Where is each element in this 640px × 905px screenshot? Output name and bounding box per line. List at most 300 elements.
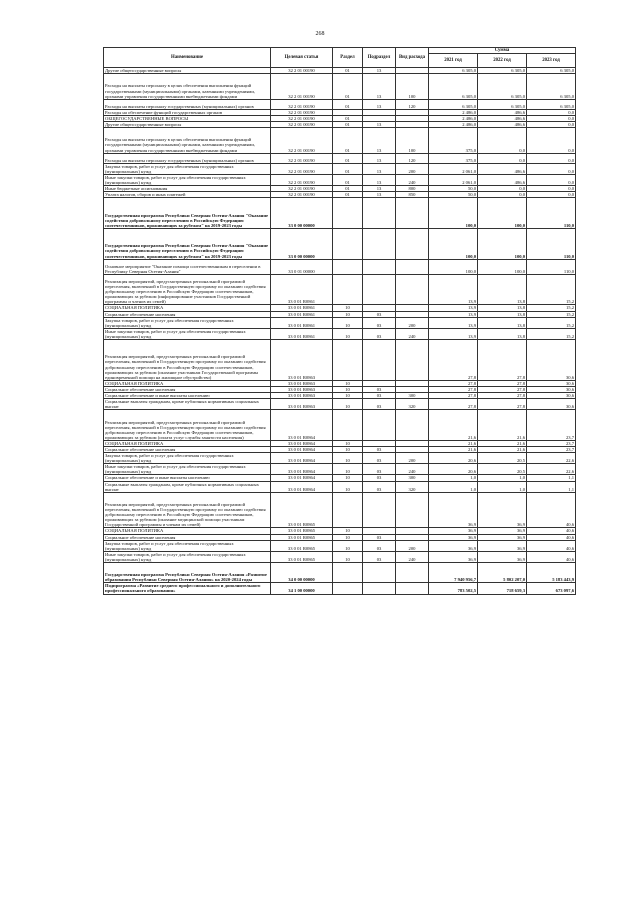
header-target: Целевая статья — [271, 48, 333, 68]
cell-exptype: 300 — [396, 393, 429, 399]
cell-target: 33 0 01 R0864 — [271, 440, 333, 446]
cell-2021: 375,0 — [429, 153, 478, 163]
cell-exptype — [396, 492, 429, 528]
cell-2023: 0,0 — [527, 163, 576, 174]
cell-2023: 30,6 — [527, 340, 576, 381]
cell-name: Закупка товаров, работ и услуг для обеспечения государственных (муниципальных) нужд — [104, 540, 271, 551]
cell-subsection — [363, 563, 396, 583]
cell-section: 01 — [333, 128, 363, 154]
cell-name: Расходы на обеспечение функций государственных органов — [104, 109, 271, 115]
cell-2021: 50,0 — [429, 192, 478, 198]
cell-2021: 2 061,0 — [429, 175, 478, 186]
cell-2023: 40,6 — [527, 551, 576, 562]
cell-name: Государственная программа Республики Северная Осетия-Алания "Оказание содействия добровольному переселению в Российскую Федерацию соотечественников, проживающих за рубежом" на 2019-2023 годы — [104, 198, 271, 229]
cell-target: 33 0 01 R0865 — [271, 534, 333, 540]
cell-2022: 100,0 — [478, 229, 527, 260]
cell-section: 10 — [333, 305, 363, 311]
cell-2023: 40,6 — [527, 540, 576, 551]
cell-section — [333, 229, 363, 260]
cell-2021: 100,0 — [429, 198, 478, 229]
cell-2021: 36,9 — [429, 551, 478, 562]
cell-name: Государственная программа Республики Северная Осетия-Алания "Оказание содействия добровольному переселению в Российскую Федерацию соотечественников, проживающих за рубежом" на 2019-2023 годы — [104, 229, 271, 260]
table-row — [104, 274, 576, 305]
cell-2021: 6 305,0 — [429, 74, 478, 100]
table-row — [104, 481, 576, 492]
cell-subsection: 03 — [363, 311, 396, 317]
cell-exptype: 320 — [396, 481, 429, 492]
cell-exptype: 100 — [396, 128, 429, 154]
cell-subsection — [363, 340, 396, 381]
cell-section — [333, 563, 363, 583]
cell-target: 33 0 01 R0861 — [271, 328, 333, 339]
table-row — [104, 74, 576, 100]
cell-subsection: 13 — [363, 122, 396, 128]
cell-name: Социальное обеспечение населения — [104, 447, 271, 453]
cell-2023: 15,2 — [527, 274, 576, 305]
table-row — [104, 583, 576, 594]
cell-name: Социальные выплаты гражданам, кроме публичных нормативных социальных выплат — [104, 481, 271, 492]
cell-target: 33 0 01 R0863 — [271, 393, 333, 399]
cell-exptype: 200 — [396, 317, 429, 328]
cell-exptype — [396, 198, 429, 229]
cell-target: 33 0 01 R0864 — [271, 481, 333, 492]
cell-2023: 0,0 — [527, 192, 576, 198]
cell-2023: 40,6 — [527, 534, 576, 540]
cell-section: 10 — [333, 453, 363, 464]
cell-2023: 15,2 — [527, 311, 576, 317]
cell-target: 32 2 01 00190 — [271, 109, 333, 115]
cell-section: 10 — [333, 380, 363, 386]
cell-name: Расходы на выплаты персоналу в целях обеспечения выполнения функций государственными (муниципальными) органами, казенными учреждениями, органами управления государственными внебюджетными фондами — [104, 128, 271, 154]
cell-exptype: 240 — [396, 464, 429, 475]
cell-name: Социальные выплаты гражданам, кроме публичных нормативных социальных выплат — [104, 399, 271, 410]
cell-2021: 21,6 — [429, 447, 478, 453]
cell-2022: 27,8 — [478, 340, 527, 381]
cell-2023: 0,0 — [527, 128, 576, 154]
cell-subsection: 13 — [363, 175, 396, 186]
cell-name: Уплата налогов, сборов и иных платежей — [104, 192, 271, 198]
cell-target: 33 0 01 R0863 — [271, 340, 333, 381]
cell-2021: 375,0 — [429, 128, 478, 154]
cell-2023: 22,6 — [527, 464, 576, 475]
cell-2023: 15,2 — [527, 305, 576, 311]
cell-subsection: 03 — [363, 328, 396, 339]
cell-name: Социальное обеспечение и иные выплаты населению — [104, 393, 271, 399]
cell-name: Реализация мероприятий, предусмотренных региональной программой переселения, включенной в Государственную программу по оказанию содействия добровольному переселению в Российскую Федерацию соотечественников, проживающих за рубежом (оплата услуг службы занятости населения) — [104, 410, 271, 441]
cell-target: 33 0 01 R0865 — [271, 551, 333, 562]
cell-name: Государственная программа Республики Северная Осетия-Алания «Развитие образования Республики Северная Осетия-Алания» на 2020-2024 годы — [104, 563, 271, 583]
cell-section — [333, 274, 363, 305]
cell-2021: 2 486,0 — [429, 115, 478, 121]
cell-2023: 0,0 — [527, 153, 576, 163]
table-row — [104, 492, 576, 528]
table-row — [104, 317, 576, 328]
cell-2023: 0,0 — [527, 175, 576, 186]
cell-2023: 0,0 — [527, 115, 576, 121]
cell-section: 01 — [333, 99, 363, 109]
cell-name: СОЦИАЛЬНАЯ ПОЛИТИКА — [104, 528, 271, 534]
cell-2021: 13,9 — [429, 328, 478, 339]
cell-target: 32 2 01 00190 — [271, 99, 333, 109]
cell-2023: 15,2 — [527, 328, 576, 339]
cell-2023: 30,6 — [527, 393, 576, 399]
cell-name: Другие общегосударственные вопросы — [104, 122, 271, 128]
cell-2023: 30,6 — [527, 386, 576, 392]
cell-2023: 23,7 — [527, 410, 576, 441]
cell-2021: 27,8 — [429, 386, 478, 392]
cell-subsection — [363, 410, 396, 441]
table-row — [104, 540, 576, 551]
header-year-2021: 2021 год — [429, 54, 478, 68]
cell-2023: 0,0 — [527, 186, 576, 192]
table-row — [104, 328, 576, 339]
cell-subsection: 13 — [363, 99, 396, 109]
cell-2022: 5 802 207,0 — [478, 563, 527, 583]
cell-target: 33 0 01 R0865 — [271, 528, 333, 534]
cell-2022: 36,9 — [478, 551, 527, 562]
cell-target: 33 0 01 R0864 — [271, 453, 333, 464]
cell-exptype — [396, 583, 429, 594]
cell-subsection: 13 — [363, 186, 396, 192]
cell-target: 34 0 00 00000 — [271, 563, 333, 583]
cell-2022: 27,8 — [478, 386, 527, 392]
cell-2021: 13,9 — [429, 274, 478, 305]
cell-subsection — [363, 229, 396, 260]
cell-target: 33 0 01 R0865 — [271, 540, 333, 551]
cell-2022: 6 305,0 — [478, 99, 527, 109]
cell-section: 10 — [333, 328, 363, 339]
cell-exptype — [396, 340, 429, 381]
cell-2021: 20,6 — [429, 453, 478, 464]
cell-section: 10 — [333, 551, 363, 562]
cell-2022: 27,8 — [478, 380, 527, 386]
table-row — [104, 340, 576, 381]
cell-2023: 40,6 — [527, 528, 576, 534]
cell-name: Закупка товаров, работ и услуг для обеспечения государственных (муниципальных) нужд — [104, 453, 271, 464]
cell-name: Подпрограмма «Развитие среднего профессионального и дополнительного профессионального образования» — [104, 583, 271, 594]
cell-exptype — [396, 563, 429, 583]
cell-target: 33 0 01 R0864 — [271, 447, 333, 453]
cell-exptype — [396, 274, 429, 305]
cell-target: 33 0 01 R0861 — [271, 274, 333, 305]
cell-section: 10 — [333, 534, 363, 540]
cell-subsection: 03 — [363, 475, 396, 481]
cell-2021: 20,6 — [429, 464, 478, 475]
cell-2022: 0,0 — [478, 128, 527, 154]
cell-name: Иные закупки товаров, работ и услуг для обеспечения государственных (муниципальных) нужд — [104, 464, 271, 475]
table-row — [104, 453, 576, 464]
table-row — [104, 175, 576, 186]
cell-name: Другие общегосударственные вопросы — [104, 68, 271, 74]
cell-2023: 40,6 — [527, 492, 576, 528]
cell-2022: 27,8 — [478, 399, 527, 410]
cell-section: 10 — [333, 481, 363, 492]
cell-subsection: 03 — [363, 534, 396, 540]
cell-2023: 6 305,0 — [527, 74, 576, 100]
header-year-2022: 2022 год — [478, 54, 527, 68]
cell-subsection: 03 — [363, 393, 396, 399]
cell-2022: 718 659,3 — [478, 583, 527, 594]
cell-2022: 36,9 — [478, 540, 527, 551]
cell-2023: 5 183 443,9 — [527, 563, 576, 583]
cell-name: СОЦИАЛЬНАЯ ПОЛИТИКА — [104, 440, 271, 446]
cell-subsection: 03 — [363, 447, 396, 453]
cell-section: 10 — [333, 475, 363, 481]
cell-2022: 27,8 — [478, 393, 527, 399]
cell-subsection: 03 — [363, 551, 396, 562]
cell-2023: 23,7 — [527, 447, 576, 453]
cell-2021: 783 502,5 — [429, 583, 478, 594]
cell-subsection — [363, 274, 396, 305]
cell-2022: 100,0 — [478, 198, 527, 229]
cell-2022: 21,6 — [478, 447, 527, 453]
cell-section: 10 — [333, 399, 363, 410]
cell-2023: 0,0 — [527, 109, 576, 115]
cell-target: 32 2 01 00190 — [271, 186, 333, 192]
cell-exptype: 120 — [396, 99, 429, 109]
header-section: Раздел — [333, 48, 363, 68]
table-row — [104, 128, 576, 154]
cell-2022: 13,8 — [478, 305, 527, 311]
header-sum: Сумма — [429, 48, 576, 54]
cell-2021: 36,9 — [429, 534, 478, 540]
cell-section: 10 — [333, 386, 363, 392]
cell-section: 01 — [333, 122, 363, 128]
cell-2022: 13,8 — [478, 274, 527, 305]
cell-name: Социальное обеспечение населения — [104, 311, 271, 317]
cell-2023: 110,0 — [527, 229, 576, 260]
cell-2021: 2 486,0 — [429, 122, 478, 128]
table-row — [104, 198, 576, 229]
cell-subsection: 13 — [363, 192, 396, 198]
cell-2022: 13,8 — [478, 317, 527, 328]
cell-2021: 13,9 — [429, 317, 478, 328]
cell-2022: 13,8 — [478, 328, 527, 339]
cell-name: Закупка товаров, работ и услуг для обеспечения государственных (муниципальных) нужд — [104, 163, 271, 174]
cell-2022: 21,6 — [478, 440, 527, 446]
cell-2021: 2 486,0 — [429, 109, 478, 115]
table-body — [104, 68, 576, 594]
cell-subsection: 03 — [363, 481, 396, 492]
cell-section: 10 — [333, 464, 363, 475]
cell-exptype: 800 — [396, 186, 429, 192]
cell-section: 01 — [333, 186, 363, 192]
cell-2021: 2 061,0 — [429, 163, 478, 174]
cell-section: 10 — [333, 311, 363, 317]
cell-2023: 15,2 — [527, 317, 576, 328]
cell-target: 33 0 01 00000 — [271, 259, 333, 274]
cell-2023: 6 305,0 — [527, 68, 576, 74]
cell-exptype: 100 — [396, 74, 429, 100]
cell-name: СОЦИАЛЬНАЯ ПОЛИТИКА — [104, 305, 271, 311]
cell-target: 32 2 01 00190 — [271, 68, 333, 74]
cell-exptype: 120 — [396, 153, 429, 163]
cell-2022: 1,0 — [478, 481, 527, 492]
cell-target: 32 2 01 00190 — [271, 128, 333, 154]
cell-2021: 100,0 — [429, 229, 478, 260]
cell-2023: 30,6 — [527, 399, 576, 410]
cell-exptype — [396, 229, 429, 260]
cell-2022: 486,6 — [478, 175, 527, 186]
cell-exptype: 850 — [396, 192, 429, 198]
cell-2023: 23,7 — [527, 440, 576, 446]
cell-exptype: 200 — [396, 163, 429, 174]
cell-2023: 110,0 — [527, 198, 576, 229]
cell-subsection: 13 — [363, 153, 396, 163]
cell-2023: 22,6 — [527, 453, 576, 464]
cell-subsection: 03 — [363, 540, 396, 551]
cell-subsection — [363, 583, 396, 594]
cell-2021: 13,9 — [429, 305, 478, 311]
cell-subsection: 03 — [363, 464, 396, 475]
cell-exptype: 320 — [396, 399, 429, 410]
cell-target: 32 2 01 00190 — [271, 175, 333, 186]
cell-2022: 0,0 — [478, 153, 527, 163]
cell-2023: 6 305,0 — [527, 99, 576, 109]
cell-2022: 486,6 — [478, 109, 527, 115]
cell-section: 10 — [333, 317, 363, 328]
cell-subsection: 13 — [363, 74, 396, 100]
cell-section: 01 — [333, 192, 363, 198]
cell-2023: 0,0 — [527, 122, 576, 128]
cell-target: 33 0 01 R0865 — [271, 492, 333, 528]
cell-section: 01 — [333, 74, 363, 100]
cell-section: 10 — [333, 440, 363, 446]
cell-target: 33 0 01 R0861 — [271, 317, 333, 328]
cell-2022: 36,9 — [478, 534, 527, 540]
cell-name: Реализация мероприятий, предусмотренных региональной программой переселения, включенной в Государственную программу по оказанию содействия добровольному переселению в Российскую Федерацию соотечественников, проживающих за рубежом (информирование участников Государственной программы и членов их семей) — [104, 274, 271, 305]
cell-name: Закупка товаров, работ и услуг для обеспечения государственных (муниципальных) нужд — [104, 317, 271, 328]
header-year-2023: 2023 год — [527, 54, 576, 68]
cell-target: 33 0 01 R0863 — [271, 386, 333, 392]
cell-2021: 1,0 — [429, 475, 478, 481]
cell-name: Иные закупки товаров, работ и услуг для обеспечения государственных (муниципальных) нужд — [104, 328, 271, 339]
cell-2021: 21,6 — [429, 440, 478, 446]
cell-name: СОЦИАЛЬНАЯ ПОЛИТИКА — [104, 380, 271, 386]
cell-name: Реализация мероприятий, предусмотренных региональной программой переселения, включенной в Государственную программу по оказанию содействия добровольному переселению в Российскую Федерацию соотечественников, проживающих за рубежом (оказание участникам Государственной программы единовременной помощи на жилищное обустройство) — [104, 340, 271, 381]
cell-name: Социальное обеспечение населения — [104, 534, 271, 540]
cell-2021: 27,8 — [429, 340, 478, 381]
cell-2022: 0,0 — [478, 192, 527, 198]
cell-section: 01 — [333, 175, 363, 186]
cell-target: 33 0 00 00000 — [271, 229, 333, 260]
budget-table — [103, 47, 576, 595]
cell-section: 01 — [333, 68, 363, 74]
cell-section — [333, 410, 363, 441]
cell-target: 33 0 01 R0861 — [271, 305, 333, 311]
cell-2022: 486,6 — [478, 122, 527, 128]
cell-exptype: 300 — [396, 475, 429, 481]
cell-2021: 50,0 — [429, 186, 478, 192]
cell-2022: 36,9 — [478, 528, 527, 534]
cell-2022: 20,5 — [478, 464, 527, 475]
cell-target: 32 2 01 00190 — [271, 163, 333, 174]
cell-2021: 6 305,0 — [429, 99, 478, 109]
cell-section — [333, 583, 363, 594]
table-row — [104, 464, 576, 475]
cell-name: Социальное обеспечение и иные выплаты населению — [104, 475, 271, 481]
cell-target: 33 0 01 R0861 — [271, 311, 333, 317]
cell-2023: 1,1 — [527, 475, 576, 481]
table-row — [104, 399, 576, 410]
table-row — [104, 410, 576, 441]
cell-2023: 1,1 — [527, 481, 576, 492]
cell-target: 33 0 01 R0864 — [271, 475, 333, 481]
cell-section: 10 — [333, 528, 363, 534]
table-row — [104, 163, 576, 174]
cell-2021: 36,9 — [429, 492, 478, 528]
cell-target: 34 1 00 00000 — [271, 583, 333, 594]
cell-2023: 30,6 — [527, 380, 576, 386]
cell-target: 33 0 01 R0864 — [271, 464, 333, 475]
cell-section — [333, 259, 363, 274]
cell-name: Иные закупки товаров, работ и услуг для обеспечения государственных (муниципальных) нужд — [104, 175, 271, 186]
cell-subsection — [363, 259, 396, 274]
table-row — [104, 99, 576, 109]
cell-name: Расходы на выплаты персоналу в целях обеспечения выполнения функций государственными (муниципальными) органами, казенными учреждениями, органами управления государственными внебюджетными фондами — [104, 74, 271, 100]
cell-exptype: 240 — [396, 175, 429, 186]
cell-name: Реализация мероприятий, предусмотренных региональной программой переселения, включенной в Государственную программу по оказанию содействия добровольному переселению в Российскую Федерацию соотечественников, проживающих за рубежом (оказание медицинской помощи участникам Государственной программы и членам их семей) — [104, 492, 271, 528]
table-row — [104, 551, 576, 562]
cell-subsection: 03 — [363, 399, 396, 410]
cell-2022: 20,5 — [478, 453, 527, 464]
cell-section: 01 — [333, 115, 363, 121]
cell-2021: 27,8 — [429, 380, 478, 386]
table-row — [104, 153, 576, 163]
table-row — [104, 259, 576, 274]
cell-section — [333, 198, 363, 229]
cell-target: 33 0 01 R0863 — [271, 380, 333, 386]
cell-subsection: 13 — [363, 128, 396, 154]
cell-subsection — [363, 198, 396, 229]
cell-2022: 6 305,0 — [478, 68, 527, 74]
cell-2022: 36,9 — [478, 492, 527, 528]
cell-name: ОБЩЕГОСУДАРСТВЕННЫЕ ВОПРОСЫ — [104, 115, 271, 121]
cell-subsection: 03 — [363, 317, 396, 328]
cell-target: 32 2 01 00190 — [271, 153, 333, 163]
cell-subsection: 03 — [363, 453, 396, 464]
cell-2021: 27,8 — [429, 393, 478, 399]
cell-name: Расходы на выплаты персоналу государственных (муниципальных) органов — [104, 153, 271, 163]
cell-name: Иные закупки товаров, работ и услуг для обеспечения государственных (муниципальных) нужд — [104, 551, 271, 562]
cell-2021: 21,6 — [429, 410, 478, 441]
table-row — [104, 563, 576, 583]
cell-section: 01 — [333, 163, 363, 174]
cell-exptype — [396, 410, 429, 441]
cell-exptype: 240 — [396, 551, 429, 562]
cell-section: 01 — [333, 153, 363, 163]
header-subsection: Подраздел — [363, 48, 396, 68]
cell-name: Расходы на выплаты персоналу государственных (муниципальных) органов — [104, 99, 271, 109]
cell-subsection: 13 — [363, 163, 396, 174]
cell-2021: 7 940 956,7 — [429, 563, 478, 583]
cell-target: 32 2 01 00190 — [271, 122, 333, 128]
cell-2022: 13,8 — [478, 311, 527, 317]
cell-2022: 21,6 — [478, 410, 527, 441]
cell-subsection — [363, 492, 396, 528]
page-number: 268 — [315, 31, 325, 37]
cell-target: 33 0 00 00000 — [271, 198, 333, 229]
cell-subsection: 03 — [363, 386, 396, 392]
table-row — [104, 229, 576, 260]
cell-section: 10 — [333, 447, 363, 453]
cell-section — [333, 492, 363, 528]
cell-2021: 36,9 — [429, 528, 478, 534]
cell-2023: 110,0 — [527, 259, 576, 274]
cell-2021: 6 305,0 — [429, 68, 478, 74]
cell-name: Социальное обеспечение населения — [104, 386, 271, 392]
cell-target: 32 2 01 00190 — [271, 115, 333, 121]
